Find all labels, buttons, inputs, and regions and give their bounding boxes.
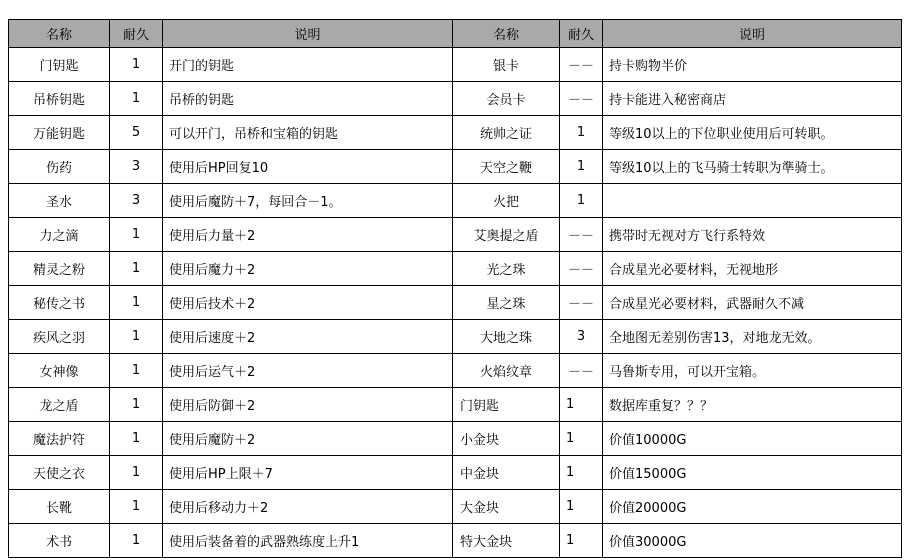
item-durability-cell: 1 xyxy=(110,388,163,422)
item-name-cell: 圣水 xyxy=(9,184,110,218)
header-name-left: 名称 xyxy=(9,20,110,48)
item-description-cell: 价值10000G xyxy=(603,422,902,456)
header-durability-right: 耐久 xyxy=(560,20,603,48)
item-description-cell: 等级10以上的飞马骑士转职为準骑士。 xyxy=(603,150,902,184)
item-name-cell: 火焰纹章 xyxy=(453,354,560,388)
item-name-cell: 银卡 xyxy=(453,48,560,82)
item-description-cell: 使用后魔防＋7，每回合－1。 xyxy=(163,184,453,218)
item-name-cell: 统帅之证 xyxy=(453,116,560,150)
item-durability-cell: －－ xyxy=(560,354,603,388)
item-name-cell: 艾奥提之盾 xyxy=(453,218,560,252)
item-description-cell: 携带时无视对方飞行系特效 xyxy=(603,218,902,252)
item-name-cell: 火把 xyxy=(453,184,560,218)
item-name-cell: 光之珠 xyxy=(453,252,560,286)
item-name-cell: 伤药 xyxy=(9,150,110,184)
item-name-cell: 长靴 xyxy=(9,490,110,524)
item-description-cell: 数据库重复？？？ xyxy=(603,388,902,422)
item-description-cell: 持卡购物半价 xyxy=(603,48,902,82)
table-row xyxy=(9,218,902,252)
item-table xyxy=(8,19,902,558)
item-name-cell: 秘传之书 xyxy=(9,286,110,320)
item-description-cell: 全地图无差别伤害13，对地龙无效。 xyxy=(603,320,902,354)
item-durability-cell: －－ xyxy=(560,218,603,252)
item-durability-cell: 1 xyxy=(560,184,603,218)
item-description-cell: 吊桥的钥匙 xyxy=(163,82,453,116)
item-durability-cell: 1 xyxy=(560,422,603,456)
table-row xyxy=(9,48,902,82)
item-durability-cell: 1 xyxy=(110,218,163,252)
item-description-cell: 价值20000G xyxy=(603,490,902,524)
item-description-cell: 使用后魔防＋2 xyxy=(163,422,453,456)
item-name-cell: 吊桥钥匙 xyxy=(9,82,110,116)
item-durability-cell: －－ xyxy=(560,252,603,286)
item-description-cell xyxy=(603,184,902,218)
item-name-cell: 大金块 xyxy=(453,490,560,524)
item-description-cell: 可以开门，吊桥和宝箱的钥匙 xyxy=(163,116,453,150)
item-durability-cell: －－ xyxy=(560,48,603,82)
item-durability-cell: 1 xyxy=(110,82,163,116)
item-name-cell: 中金块 xyxy=(453,456,560,490)
item-description-cell: 使用后HP上限＋7 xyxy=(163,456,453,490)
item-description-cell: 使用后速度＋2 xyxy=(163,320,453,354)
item-description-cell: 持卡能进入秘密商店 xyxy=(603,82,902,116)
item-description-cell: 使用后防御＋2 xyxy=(163,388,453,422)
item-description-cell: 使用后HP回复10 xyxy=(163,150,453,184)
item-name-cell: 天使之衣 xyxy=(9,456,110,490)
item-name-cell: 魔法护符 xyxy=(9,422,110,456)
item-durability-cell: 1 xyxy=(560,116,603,150)
header-description-left: 说明 xyxy=(163,20,453,48)
item-name-cell: 天空之鞭 xyxy=(453,150,560,184)
item-description-cell: 使用后力量＋2 xyxy=(163,218,453,252)
item-durability-cell: 1 xyxy=(110,354,163,388)
item-durability-cell: 1 xyxy=(560,388,603,422)
item-description-cell: 价值15000G xyxy=(603,456,902,490)
item-durability-cell: 1 xyxy=(560,456,603,490)
table-row xyxy=(9,490,902,524)
table-row xyxy=(9,184,902,218)
item-description-cell: 开门的钥匙 xyxy=(163,48,453,82)
item-durability-cell: 3 xyxy=(110,150,163,184)
item-durability-cell: 1 xyxy=(560,150,603,184)
item-durability-cell: 1 xyxy=(560,524,603,558)
item-durability-cell: 1 xyxy=(110,48,163,82)
header-row xyxy=(9,20,902,48)
table-row xyxy=(9,422,902,456)
item-durability-cell: 3 xyxy=(110,184,163,218)
item-description-cell: 马鲁斯专用，可以开宝箱。 xyxy=(603,354,902,388)
header-durability-left: 耐久 xyxy=(110,20,163,48)
table-row xyxy=(9,524,902,558)
item-durability-cell: 1 xyxy=(110,422,163,456)
table-row xyxy=(9,116,902,150)
item-name-cell: 术书 xyxy=(9,524,110,558)
table-row xyxy=(9,354,902,388)
item-name-cell: 力之滴 xyxy=(9,218,110,252)
table-row xyxy=(9,82,902,116)
header-name-right: 名称 xyxy=(453,20,560,48)
item-name-cell: 精灵之粉 xyxy=(9,252,110,286)
table-row xyxy=(9,286,902,320)
item-description-cell: 使用后魔力＋2 xyxy=(163,252,453,286)
item-description-cell: 合成星光必要材料，无视地形 xyxy=(603,252,902,286)
item-durability-cell: 1 xyxy=(110,286,163,320)
item-durability-cell: 1 xyxy=(560,490,603,524)
table-row xyxy=(9,320,902,354)
item-name-cell: 女神像 xyxy=(9,354,110,388)
item-description-cell: 合成星光必要材料，武器耐久不减 xyxy=(603,286,902,320)
table-row xyxy=(9,456,902,490)
item-durability-cell: 1 xyxy=(110,524,163,558)
item-description-cell: 使用后技术＋2 xyxy=(163,286,453,320)
item-name-cell: 特大金块 xyxy=(453,524,560,558)
item-durability-cell: 1 xyxy=(110,456,163,490)
table-row xyxy=(9,150,902,184)
item-durability-cell: 1 xyxy=(110,252,163,286)
item-name-cell: 万能钥匙 xyxy=(9,116,110,150)
item-name-cell: 星之珠 xyxy=(453,286,560,320)
table-row xyxy=(9,388,902,422)
item-durability-cell: －－ xyxy=(560,82,603,116)
item-description-cell: 使用后装备着的武器熟练度上升1 xyxy=(163,524,453,558)
item-durability-cell: 1 xyxy=(110,320,163,354)
item-durability-cell: 5 xyxy=(110,116,163,150)
item-description-cell: 等级10以上的下位职业使用后可转职。 xyxy=(603,116,902,150)
table-body xyxy=(9,48,902,558)
item-name-cell: 门钥匙 xyxy=(9,48,110,82)
item-durability-cell: －－ xyxy=(560,286,603,320)
item-durability-cell: 3 xyxy=(560,320,603,354)
item-description-cell: 使用后运气＋2 xyxy=(163,354,453,388)
header-description-right: 说明 xyxy=(603,20,902,48)
item-name-cell: 龙之盾 xyxy=(9,388,110,422)
item-durability-cell: 1 xyxy=(110,490,163,524)
item-name-cell: 会员卡 xyxy=(453,82,560,116)
item-description-cell: 使用后移动力＋2 xyxy=(163,490,453,524)
item-name-cell: 门钥匙 xyxy=(453,388,560,422)
table-row xyxy=(9,252,902,286)
item-name-cell: 疾风之羽 xyxy=(9,320,110,354)
item-name-cell: 大地之珠 xyxy=(453,320,560,354)
item-name-cell: 小金块 xyxy=(453,422,560,456)
item-description-cell: 价值30000G xyxy=(603,524,902,558)
